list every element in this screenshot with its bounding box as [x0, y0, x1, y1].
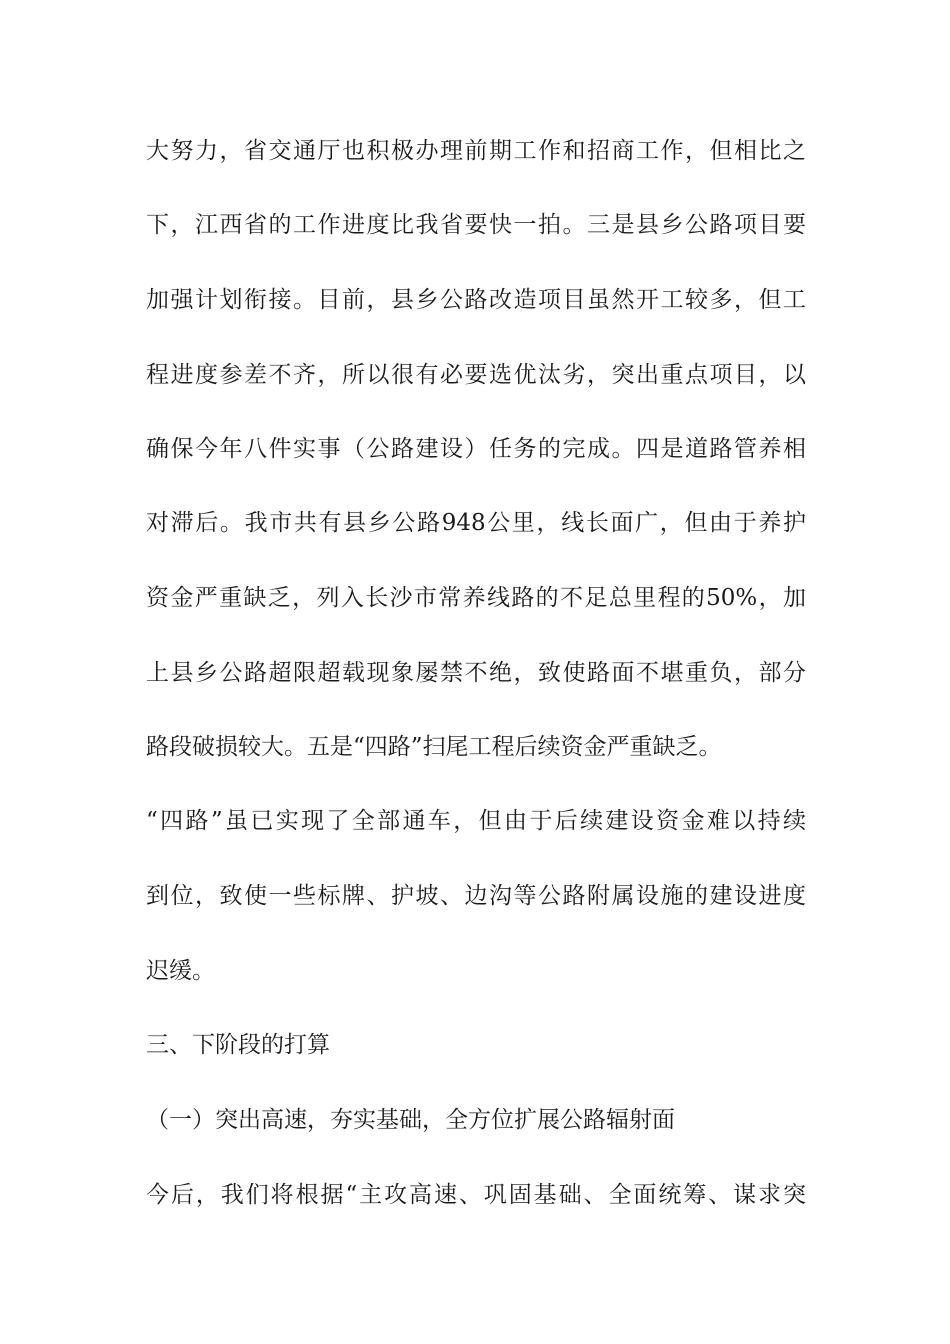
paragraph-line: 到位，致使一些标牌、护坡、边沟等公路附属设施的建设进度: [146, 883, 806, 909]
paragraph-line: 下，江西省的工作进度比我省要快一拍。三是县乡公路项目要: [146, 212, 806, 238]
paragraph-line: 资金严重缺乏，列入长沙市常养线路的不足总里程的50%，加: [146, 585, 806, 611]
section-heading: 三、下阶段的打算: [146, 1032, 330, 1058]
paragraph-line: 程进度参差不齐，所以很有必要选优汰劣，突出重点项目，以: [146, 362, 806, 388]
paragraph-line-last: 迟缓。: [146, 958, 215, 984]
paragraph-line: 对滞后。我市共有县乡公路948公里，线长面广，但由于养护: [146, 510, 806, 536]
subsection-heading: （一）突出高速，夯实基础，全方位扩展公路辐射面: [146, 1107, 675, 1133]
paragraph-line: 确保今年八件实事（公路建设）任务的完成。四是道路管养相: [146, 436, 806, 462]
paragraph-line: 路段破损较大。五是“四路”扫尾工程后续资金严重缺乏。: [146, 734, 722, 760]
paragraph-line: 上县乡公路超限超载现象屡禁不绝，致使路面不堪重负，部分: [146, 660, 806, 686]
paragraph-line: 加强计划衔接。目前，县乡公路改造项目虽然开工较多，但工: [146, 287, 806, 313]
paragraph-line: 今后，我们将根据“主攻高速、巩固基础、全面统筹、谋求突: [146, 1182, 806, 1208]
paragraph-line: “四路”虽已实现了全部通车，但由于后续建设资金难以持续: [146, 808, 806, 834]
paragraph-line: 大努力，省交通厅也积极办理前期工作和招商工作，但相比之: [146, 138, 806, 164]
